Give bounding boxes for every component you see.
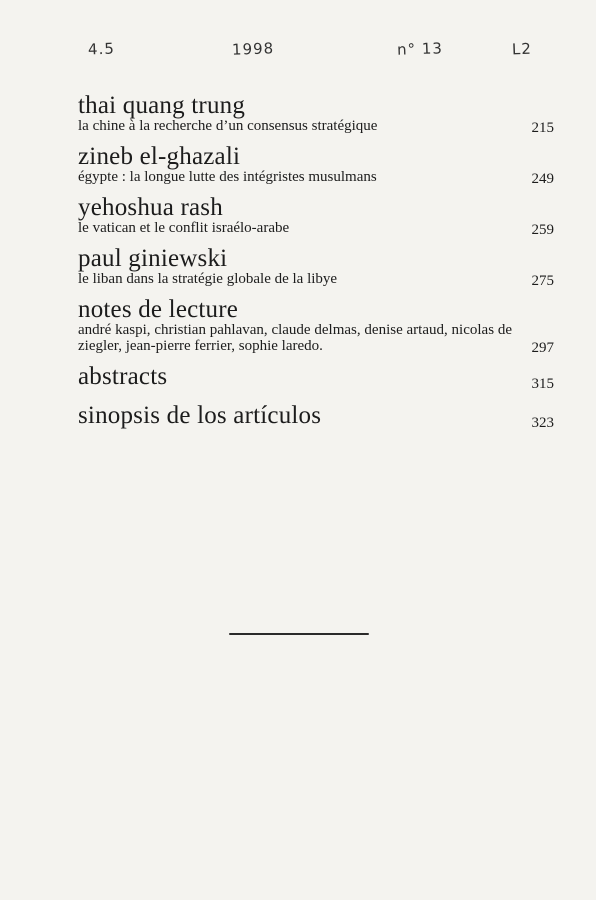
toc-page-number: 297 <box>531 340 554 356</box>
table-of-contents <box>78 92 554 431</box>
toc-page-number: 259 <box>531 222 554 238</box>
toc-author: thai quang trung <box>78 92 246 119</box>
toc-page-number: 275 <box>531 273 554 289</box>
handwritten-note-right: L2 <box>511 39 533 59</box>
handwritten-note-year: 1998 <box>231 39 275 59</box>
horizontal-rule <box>229 633 369 635</box>
handwritten-note-number: n° 13 <box>396 39 444 59</box>
toc-title: la chine à la recherche d’un consensus stratégique <box>78 118 378 134</box>
toc-names-list: andré kaspi, christian pahlavan, claude delmas, denise artaud, nicolas de ziegler, jean-pierre ferrier, sophie laredo. <box>78 322 512 354</box>
toc-entry <box>78 195 554 236</box>
toc-row <box>78 322 554 354</box>
toc-row <box>78 169 554 185</box>
toc-title: le liban dans la stratégie globale de la libye <box>78 271 338 287</box>
toc-section-heading: abstracts <box>78 363 168 390</box>
toc-author: zineb el-ghazali <box>78 143 241 170</box>
handwritten-note-left: 4.5 <box>87 39 116 59</box>
toc-title: le vatican et le conflit israélo-arabe <box>78 220 290 236</box>
toc-author: paul giniewski <box>78 245 228 272</box>
toc-title: égypte : la longue lutte des intégristes musulmans <box>78 169 377 185</box>
toc-section-heading: notes de lecture <box>78 296 239 323</box>
toc-entry <box>78 93 554 134</box>
toc-entry <box>78 246 554 287</box>
toc-section <box>78 402 554 431</box>
toc-page-number: 323 <box>531 415 554 431</box>
toc-page-number: 215 <box>531 120 554 136</box>
toc-row <box>78 271 554 287</box>
toc-entry <box>78 297 554 354</box>
toc-page-number: 315 <box>531 376 554 392</box>
toc-row <box>78 220 554 236</box>
toc-row <box>78 118 554 134</box>
toc-author: yehoshua rash <box>78 194 223 221</box>
toc-entry <box>78 144 554 185</box>
toc-section-heading: sinopsis de los artículos <box>78 402 322 429</box>
toc-section <box>78 363 554 392</box>
toc-page-number: 249 <box>531 171 554 187</box>
